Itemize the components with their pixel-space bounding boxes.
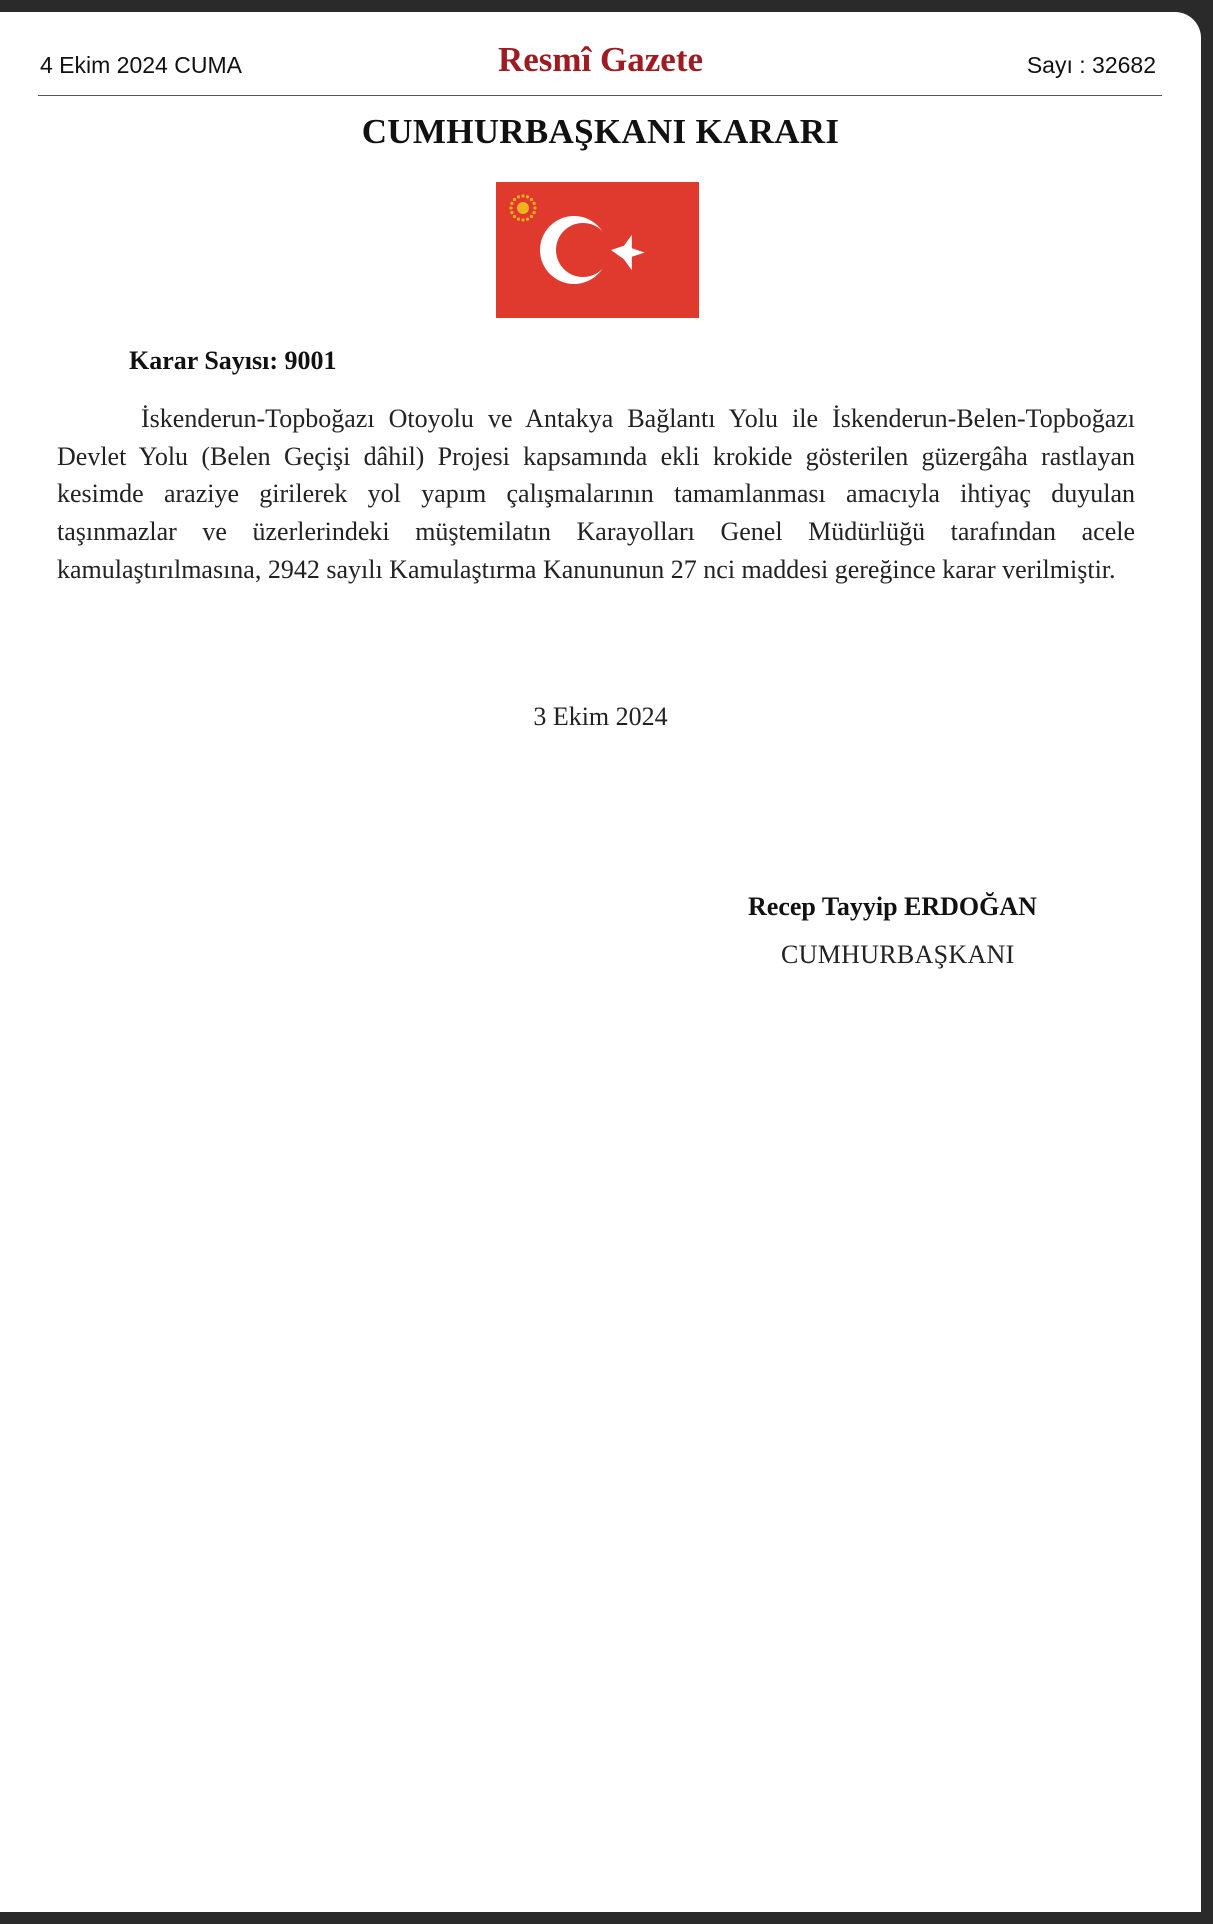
emblem-star [532, 211, 535, 214]
decision-body-text: İskenderun-Topboğazı Otoyolu ve Antakya Bağlantı Yolu ile İskenderun-Belen-Topboğazı Devlet Yolu (Belen Geçişi dâhil) Projesi kapsamında ekli krokide gösterilen güzergâha rastlayan kesimde araziye girilerek yol yapım çalışmalarının tamamlanması amacıyla ihtiyaç duyulan taşınmazlar ve üzerlerindeki müştemilatın Karayolları Genel Müdürlüğü tarafından acele kamulaştırılmasına, 2942 sayılı Kamulaştırma Kanununun 27 nci maddesi gereğince karar verilmiştir. [57, 404, 1135, 584]
emblem-star [517, 217, 520, 220]
emblem-star [521, 194, 524, 197]
emblem-star [509, 206, 512, 209]
header-divider [38, 95, 1162, 96]
emblem-star [533, 206, 536, 209]
emblem-star [510, 211, 513, 214]
document-title: CUMHURBAŞKANI KARARI [361, 112, 840, 151]
emblem-star [526, 195, 529, 198]
emblem-star [521, 218, 524, 221]
emblem-star [510, 202, 513, 205]
gazette-title: Resmî Gazete [497, 40, 704, 79]
gazette-page [0, 12, 1201, 1912]
signature-date: 3 Ekim 2024 [533, 702, 668, 731]
decision-number: Karar Sayısı: 9001 [129, 346, 337, 375]
turkish-flag-icon [496, 182, 699, 318]
issue-number: Sayı : 32682 [1026, 52, 1156, 78]
emblem-star [526, 217, 529, 220]
emblem-star [532, 202, 535, 205]
header-date: 4 Ekim 2024 CUMA [40, 52, 242, 78]
emblem-star [513, 215, 516, 218]
emblem-star [513, 198, 516, 201]
emblem-star [530, 198, 533, 201]
signer-title: CUMHURBAŞKANI [781, 940, 1015, 969]
signer-name: Recep Tayyip ERDOĞAN [748, 892, 1037, 921]
emblem-star [517, 195, 520, 198]
emblem-star [530, 215, 533, 218]
